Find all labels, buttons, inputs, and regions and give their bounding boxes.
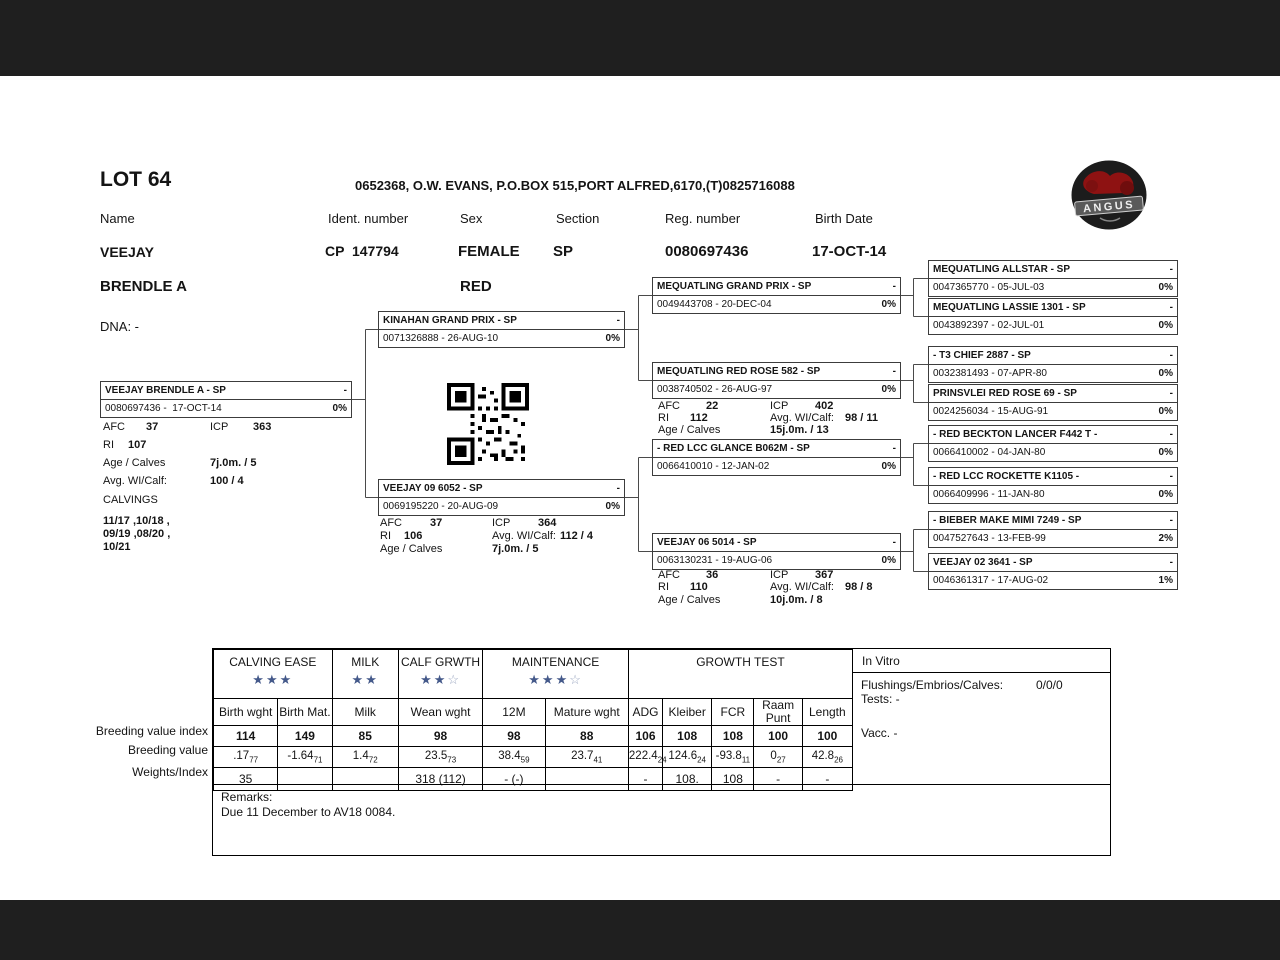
stars-filled: ★★: [420, 672, 448, 687]
star-rating: [399, 672, 482, 688]
avg-wi-value: 98 / 8: [845, 581, 873, 593]
index-cell: 106: [628, 726, 662, 747]
age-calves-label: Age / Calves: [103, 457, 166, 469]
sex-value: FEMALE: [458, 243, 520, 260]
ri-label: RI: [380, 530, 391, 542]
index-cell: 114: [214, 726, 278, 747]
icp-label: ICP: [770, 569, 789, 581]
ancestor-id: 0043892397 - 02-JUL-01: [933, 319, 1045, 331]
accuracy: 77: [249, 755, 259, 765]
category-label: GROWTH TEST: [696, 655, 785, 669]
angus-logo-graphic: [1070, 160, 1148, 232]
ancestor-name: VEEJAY 06 5014 - SP: [657, 536, 757, 548]
dam-name: VEEJAY 09 6052 - SP: [383, 482, 483, 494]
value-cell: [398, 747, 482, 768]
calvings-label: CALVINGS: [103, 494, 158, 506]
accuracy: 59: [520, 755, 530, 765]
category-calving-ease: [214, 650, 333, 699]
ri-value: 112: [690, 412, 708, 424]
pedigree-box-gen3-6: [928, 511, 1178, 548]
age-calves-label: Age / Calves: [658, 594, 721, 606]
animal-flag: -: [343, 384, 347, 396]
ancestor-name: - BIEBER MAKE MIMI 7249 - SP: [933, 514, 1082, 526]
value-cell: [754, 747, 802, 768]
ancestor-flag: -: [892, 442, 896, 454]
ancestor-flag: -: [1169, 387, 1173, 399]
ancestor-name: MEQUATLING RED ROSE 582 - SP: [657, 365, 821, 377]
category-growth-test: [628, 650, 852, 699]
col-header: Length: [802, 699, 852, 726]
ancestor-flag: -: [1169, 263, 1173, 275]
ancestor-pct: 2%: [1158, 532, 1173, 544]
ancestor-id: 0047365770 - 05-JUL-03: [933, 281, 1045, 293]
weight-cell: - (-): [483, 768, 545, 791]
ancestor-pct: 0%: [881, 554, 896, 566]
pedigree-box-gen3-0: [928, 260, 1178, 297]
flushings-value: 0/0/0: [1036, 678, 1063, 692]
sire-flag: -: [616, 314, 620, 326]
category-label: CALF GRWTH: [400, 655, 481, 669]
weight-cell: 108: [712, 768, 754, 791]
index-cell: 100: [754, 726, 802, 747]
age-calves-label: Age / Calves: [658, 424, 721, 436]
pedigree-box-gen2-3: [652, 533, 901, 570]
value-cell: [663, 747, 712, 768]
afc-label: AFC: [658, 569, 680, 581]
col-header: Kleiber: [663, 699, 712, 726]
breeding-values-section: [212, 648, 1111, 856]
ancestor-pct: 0%: [1158, 405, 1173, 417]
ancestor-pct: 0%: [881, 383, 896, 395]
col-header: 12M: [483, 699, 545, 726]
stars-filled: ★★: [351, 672, 379, 687]
weight-cell: 318 (112): [398, 768, 482, 791]
ancestor-id: 0066409996 - 11-JAN-80: [933, 488, 1045, 500]
invitro-header: In Vitro: [852, 649, 1110, 673]
remarks-label: Remarks:: [221, 790, 273, 804]
ri-value: 107: [128, 439, 147, 451]
value-cell: [712, 747, 754, 768]
animal-name: VEEJAY BRENDLE A - SP: [105, 384, 226, 396]
age-calves-value: 7j.0m. / 5: [492, 543, 539, 555]
category-label: CALVING EASE: [229, 655, 317, 669]
value-cell: [483, 747, 545, 768]
index-cell: 108: [712, 726, 754, 747]
value: 38.4: [498, 749, 521, 762]
value-cell: [802, 747, 852, 768]
calvings-line3: 10/21: [103, 541, 131, 553]
value: 0: [770, 749, 777, 762]
value: 23.7: [571, 749, 594, 762]
pedigree-box-gen2-1: [652, 362, 901, 399]
dna-label: DNA: -: [100, 319, 139, 334]
breeding-values-table: [213, 649, 853, 791]
afc-label: AFC: [103, 421, 125, 433]
section-value: SP: [553, 243, 574, 260]
avg-wi-value: 98 / 11: [845, 412, 879, 424]
ri-value: 106: [404, 530, 423, 542]
afc-value: 22: [706, 400, 719, 412]
ancestor-flag: -: [1169, 556, 1173, 568]
pedigree-box-animal: [100, 381, 352, 418]
flushings-label: Flushings/Embrios/Calves:: [861, 678, 1004, 692]
name-value: VEEJAY: [100, 244, 154, 260]
weight-cell: -: [628, 768, 662, 791]
index-cell: 108: [663, 726, 712, 747]
accuracy: 11: [741, 755, 751, 765]
sire-name: KINAHAN GRAND PRIX - SP: [383, 314, 517, 326]
column-header-row: [214, 699, 853, 726]
value: 222.4: [628, 749, 658, 762]
accuracy: 24: [697, 755, 707, 765]
icp-value: 367: [815, 569, 834, 581]
ancestor-flag: -: [1169, 470, 1173, 482]
index-cell: 100: [802, 726, 852, 747]
col-header: Wean wght: [398, 699, 482, 726]
calvings-line2: 09/19 ,08/20 ,: [103, 528, 171, 540]
category-label: MILK: [351, 655, 380, 669]
index-cell: 98: [483, 726, 545, 747]
index-cell: 98: [398, 726, 482, 747]
section-label: Section: [556, 211, 600, 226]
ancestor-pct: 0%: [1158, 281, 1173, 293]
vacc-label: Vacc. -: [861, 726, 898, 740]
value: -93.8: [715, 749, 742, 762]
ancestor-name: VEEJAY 02 3641 - SP: [933, 556, 1033, 568]
avg-wi-value: 100 / 4: [210, 475, 244, 487]
row-label-weights-index: Weights/Index: [132, 765, 208, 779]
category-label: MAINTENANCE: [511, 655, 600, 669]
ancestor-id: 0066410010 - 12-JAN-02: [657, 460, 770, 472]
index-cell: 85: [332, 726, 398, 747]
ancestor-flag: -: [1169, 514, 1173, 526]
birth-label: Birth Date: [815, 211, 873, 226]
icp-label: ICP: [210, 421, 229, 433]
ancestor-flag: -: [892, 365, 896, 377]
ri-label: RI: [658, 581, 669, 593]
pedigree-box-gen3-4: [928, 425, 1178, 462]
sire-id: 0071326888 - 26-AUG-10: [383, 332, 499, 344]
age-calves-value: 10j.0m. / 8: [770, 594, 823, 606]
icp-value: 402: [815, 400, 834, 412]
ident-value: CP 147794: [325, 243, 399, 259]
weight-cell: 35: [214, 768, 278, 791]
sex-label: Sex: [460, 211, 483, 226]
ancestor-pct: 0%: [1158, 319, 1173, 331]
star-rating: [333, 672, 398, 688]
ancestor-name: - RED BECKTON LANCER F442 T -: [933, 428, 1098, 440]
dam-inbreeding-pct: 0%: [605, 500, 620, 512]
ancestor-flag: -: [892, 536, 896, 548]
ancestor-name: PRINSVLEI RED ROSE 69 - SP: [933, 387, 1077, 399]
owner-line: 0652368, O.W. EVANS, P.O.BOX 515,PORT ALFRED,6170,(T)0825716088: [355, 178, 795, 193]
star-rating: [214, 672, 332, 688]
value: .17: [233, 749, 250, 762]
avg-wi-value: 112 / 4: [560, 530, 594, 542]
col-header: Mature wght: [545, 699, 628, 726]
index-cell: 149: [278, 726, 332, 747]
ancestor-name: MEQUATLING GRAND PRIX - SP: [657, 280, 812, 292]
age-calves-value: 7j.0m. / 5: [210, 457, 257, 469]
pedigree-box-gen3-2: [928, 346, 1178, 383]
category-calf-growth: [398, 650, 482, 699]
remarks-box: [213, 784, 1110, 855]
weight-cell: -: [802, 768, 852, 791]
avg-wi-label: Avg. WI/Calf:: [770, 581, 834, 593]
ancestor-pct: 0%: [881, 460, 896, 472]
icp-value: 364: [538, 517, 557, 529]
remarks-text: Due 11 December to AV18 0084.: [221, 805, 396, 819]
colour-value: RED: [460, 278, 492, 295]
ancestor-flag: -: [1169, 428, 1173, 440]
ancestor-flag: -: [892, 280, 896, 292]
pedigree-box-gen3-1: [928, 298, 1178, 335]
pedigree-box-sire: [378, 311, 625, 348]
afc-value: 37: [430, 517, 443, 529]
angus-logo: [1070, 160, 1148, 237]
accuracy: 41: [593, 755, 603, 765]
ri-value: 110: [690, 581, 708, 593]
icp-label: ICP: [492, 517, 511, 529]
sire-inbreeding-pct: 0%: [605, 332, 620, 344]
reg-label: Reg. number: [665, 211, 741, 226]
index-cell: 88: [545, 726, 628, 747]
col-header: ADG: [628, 699, 662, 726]
ancestor-id: 0066410002 - 04-JAN-80: [933, 446, 1046, 458]
value: -1.64: [287, 749, 314, 762]
value: 124.6: [668, 749, 698, 762]
qr-code: [447, 383, 529, 470]
ri-label: RI: [658, 412, 669, 424]
name-value-line2: BRENDLE A: [100, 278, 187, 295]
ancestor-flag: -: [1169, 301, 1173, 313]
name-label: Name: [100, 211, 135, 226]
accuracy: 24: [657, 755, 667, 765]
calvings-line1: 11/17 ,10/18 ,: [103, 515, 170, 527]
category-milk: [332, 650, 398, 699]
value: 23.5: [424, 749, 448, 762]
icp-label: ICP: [770, 400, 789, 412]
bottom-bar: [0, 900, 1280, 960]
stars-filled: ★★★: [252, 672, 294, 687]
col-header: Raam Punt: [754, 699, 802, 726]
reg-value: 0080697436: [665, 243, 749, 260]
ancestor-flag: -: [1169, 349, 1173, 361]
weight-cell: -: [754, 768, 802, 791]
avg-wi-label: Avg. WI/Calf:: [770, 412, 834, 424]
pedigree-box-gen3-5: [928, 467, 1178, 504]
afc-value: 37: [146, 421, 159, 433]
value-cell: [545, 747, 628, 768]
category-row: [214, 650, 853, 699]
avg-wi-label: Avg. WI/Calf:: [492, 530, 556, 542]
birth-value: 17-OCT-14: [812, 243, 887, 260]
avg-wi-label: Avg. WI/Calf:: [103, 475, 167, 487]
col-header: Milk: [332, 699, 398, 726]
row-label-breeding-value-index: Breeding value index: [95, 724, 208, 738]
stars-empty: ☆: [447, 672, 462, 687]
row-label-breeding-value: Breeding value: [127, 743, 208, 757]
ancestor-name: - T3 CHIEF 2887 - SP: [933, 349, 1031, 361]
icp-value: 363: [253, 421, 272, 433]
ri-label: RI: [103, 439, 114, 451]
accuracy: 27: [776, 755, 786, 765]
age-calves-value: 15j.0m. / 13: [770, 424, 829, 436]
pedigree-box-gen3-7: [928, 553, 1178, 590]
dam-id: 0069195220 - 20-AUG-09: [383, 500, 499, 512]
accuracy: 26: [834, 755, 843, 765]
ancestor-pct: 0%: [881, 298, 896, 310]
dam-flag: -: [616, 482, 620, 494]
logo-text: ANGUS: [1082, 198, 1136, 216]
stars-empty: ☆: [569, 672, 583, 687]
value-cell: [628, 747, 667, 768]
ancestor-pct: 0%: [1158, 488, 1173, 500]
star-rating: [483, 672, 628, 688]
ancestor-id: 0032381493 - 07-APR-80: [933, 367, 1047, 379]
accuracy: 72: [368, 755, 378, 765]
accuracy: 73: [447, 755, 457, 765]
pedigree-box-dam: [378, 479, 625, 516]
ancestor-pct: 0%: [1158, 367, 1173, 379]
animal-id: 0080697436 - 17-OCT-14: [105, 402, 222, 414]
weight-cell: 108.: [663, 768, 712, 791]
ancestor-name: - RED LCC GLANCE B062M - SP: [657, 442, 810, 454]
afc-label: AFC: [658, 400, 680, 412]
ancestor-pct: 0%: [1158, 446, 1173, 458]
pedigree-box-gen2-0: [652, 277, 901, 314]
breeding-value-row: [214, 747, 853, 768]
col-header: Birth Mat.: [278, 699, 332, 726]
pedigree-box-gen2-2: [652, 439, 901, 476]
afc-label: AFC: [380, 517, 402, 529]
category-maintenance: [483, 650, 629, 699]
value-cell: [278, 747, 332, 768]
col-header: FCR: [712, 699, 754, 726]
value: 1.4: [352, 749, 369, 762]
value: 42.8: [811, 749, 835, 762]
qr-code-graphic: [447, 383, 529, 465]
ancestor-name: - RED LCC ROCKETTE K1105 -: [933, 470, 1080, 482]
age-calves-label: Age / Calves: [380, 543, 443, 555]
ancestor-id: 0024256034 - 15-AUG-91: [933, 405, 1049, 417]
col-header: Birth wght: [214, 699, 278, 726]
ancestor-id: 0046361317 - 17-AUG-02: [933, 574, 1049, 586]
pedigree-box-gen3-3: [928, 384, 1178, 421]
ancestor-id: 0047527643 - 13-FEB-99: [933, 532, 1046, 544]
accuracy: 71: [313, 755, 323, 765]
ancestor-name: MEQUATLING ALLSTAR - SP: [933, 263, 1071, 275]
ancestor-id: 0049443708 - 20-DEC-04: [657, 298, 772, 310]
afc-value: 36: [706, 569, 719, 581]
value-cell: [214, 747, 278, 768]
stars-filled: ★★★: [528, 672, 570, 687]
breeding-value-index-row: [214, 726, 853, 747]
ancestor-id: 0038740502 - 26-AUG-97: [657, 383, 773, 395]
ident-label: Ident. number: [328, 211, 409, 226]
animal-inbreeding-pct: 0%: [332, 402, 347, 414]
value-cell: [332, 747, 398, 768]
ancestor-id: 0063130231 - 19-AUG-06: [657, 554, 773, 566]
ancestor-pct: 1%: [1158, 574, 1173, 586]
tests-label: Tests: -: [861, 692, 900, 706]
lot-number: LOT 64: [100, 168, 172, 191]
top-bar: [0, 0, 1280, 76]
ancestor-name: MEQUATLING LASSIE 1301 - SP: [933, 301, 1086, 313]
